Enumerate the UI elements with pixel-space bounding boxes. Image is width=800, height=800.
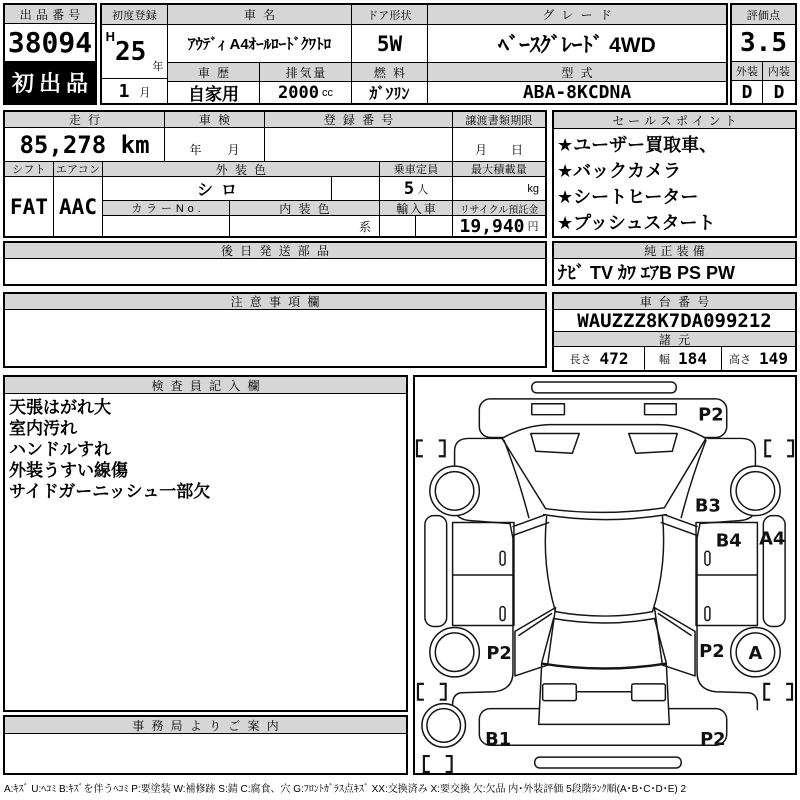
front-bumper-detail-right	[645, 404, 677, 415]
model-code-header: 型式	[428, 63, 726, 82]
recycle-deposit-value	[453, 216, 545, 236]
recycle-deposit-header: リサイクル預託金	[453, 201, 545, 216]
capacity-number: 5	[403, 178, 415, 199]
front-wheel	[430, 466, 479, 515]
quarter-panel-line	[519, 614, 552, 636]
details-box	[3, 110, 547, 238]
damage-code-label: A4	[759, 528, 786, 550]
first-registration-year	[102, 25, 168, 79]
door-shape-header: ドア形状	[352, 5, 428, 25]
vehicle-summary-box	[100, 3, 728, 105]
lot-number-value: 38094	[5, 24, 95, 62]
car-top-view-diagram	[415, 377, 795, 773]
door-shape-value: 5W	[352, 25, 428, 63]
reg-month: 1	[118, 80, 130, 102]
height-value: 149	[759, 349, 788, 368]
interior-color-value: 系	[230, 216, 380, 236]
deadline-day-label: 日	[511, 143, 524, 157]
fuel-header: 燃料	[352, 63, 428, 82]
later-parts-box	[3, 241, 547, 286]
cowl-line	[544, 515, 667, 520]
lot-number-box	[3, 3, 97, 105]
later-parts-header: 後日発送部品	[5, 243, 545, 259]
aircon-header: エアコン	[54, 162, 103, 177]
grade-value: ﾍﾞｰｽｸﾞﾚｰﾄﾞ 4WD	[428, 25, 726, 63]
door-handle-rear	[500, 607, 505, 621]
history-value: 自家用	[168, 82, 260, 103]
capacity-value	[380, 177, 453, 201]
displacement-unit: cc	[321, 86, 333, 99]
color-no-value	[103, 216, 230, 236]
dimensions-header: 諸元	[554, 332, 795, 347]
length-cell	[554, 347, 645, 370]
inspector-notes-box	[3, 375, 408, 712]
inspection-value	[165, 128, 265, 162]
fuel-value: ｶﾞｿﾘﾝ	[352, 82, 428, 103]
damage-code-legend: A:ｷｽﾞ U:ﾍｺﾐ B:ｷｽﾞを伴うﾍｺﾐ P:要塗装 W:補修跡 S:錆 C:腐食、穴 G:ﾌﾛﾝﾄｶﾞﾗｽ点ｷｽﾞ XX:交換済み X:要交換 欠:欠品 内･外装評価 5段階ﾗﾝｸ順(A･B･C･D･E) 2	[4, 784, 687, 795]
notes-value	[5, 310, 545, 366]
sales-point-item: ★シートヒーター	[557, 187, 699, 207]
sales-points-header: セールスポイント	[554, 112, 795, 129]
sales-point-item: ★バックカメラ	[557, 161, 682, 181]
max-load-value: kg	[453, 177, 545, 201]
inspector-note-line: サイドガーニッシュ一部欠	[9, 482, 211, 501]
oem-equipment-box	[552, 241, 797, 286]
deadline-month-label: 月	[474, 143, 487, 157]
inspection-year-label: 年	[189, 143, 202, 157]
sales-point-item: ★ユーザー買取車、	[557, 135, 718, 155]
shift-header: シフト	[5, 162, 54, 177]
first-listing-badge: 初出品	[5, 62, 95, 103]
first-registration-header: 初度登録	[102, 5, 168, 25]
oem-equipment-header: 純正装備	[554, 243, 795, 259]
notes-header: 注意事項欄	[5, 294, 545, 310]
damage-code-label: P2	[486, 643, 512, 665]
model-code-value: ABA-8KCDNA	[522, 82, 632, 103]
exterior-color-value: シロ	[103, 177, 332, 201]
length-label: 長さ	[569, 353, 592, 366]
spare-brackets	[424, 756, 452, 772]
a-pillar-fold	[513, 515, 549, 536]
damage-code-label: B4	[715, 530, 742, 552]
lot-number-header: 出品番号	[5, 5, 95, 24]
interior-color-header: 内装色	[230, 201, 380, 216]
recycle-deposit-unit: 円	[527, 221, 539, 233]
inspector-note-line: 室内汚れ	[9, 419, 77, 438]
damage-code-label: B3	[694, 495, 721, 517]
trunk-panel	[539, 664, 670, 724]
damage-code-label: P2	[700, 729, 726, 751]
front-bumper-detail-left	[532, 404, 565, 415]
door-handle-front	[500, 551, 505, 565]
inspector-notes-header: 検査員記入欄	[5, 377, 406, 394]
rear-corner-brackets	[418, 684, 446, 700]
inspector-note-line: 外装うすい線傷	[9, 461, 128, 480]
car-name-value: ｱｳﾃﾞｨ A4ｵｰﾙﾛｰﾄﾞｸﾜﾄﾛ	[168, 25, 352, 63]
recycle-deposit-number: 19,940	[459, 216, 525, 236]
height-cell	[722, 347, 795, 370]
transfer-deadline-header: 譲渡書類期限	[453, 112, 545, 128]
later-parts-value	[5, 259, 545, 284]
office-info-header: 事務局よりご案内	[5, 717, 406, 734]
damage-code-label: P2	[698, 404, 724, 426]
chassis-header: 車台番号	[554, 294, 795, 310]
inspector-notes-list	[9, 397, 210, 502]
damage-code-label: A	[748, 643, 763, 665]
inspection-header: 車検	[165, 112, 265, 128]
mileage-header: 走行	[5, 112, 165, 128]
exterior-color-header: 外装色	[103, 162, 380, 177]
sales-points-box	[552, 110, 797, 238]
car-name-header: 車名	[168, 5, 352, 25]
sales-point-item: ★プッシュスタート	[557, 213, 716, 233]
displacement-value	[260, 82, 352, 103]
length-value: 472	[599, 349, 629, 368]
notes-box	[3, 292, 547, 368]
mileage-value: 85,278 km	[5, 128, 165, 162]
office-info-value	[5, 734, 406, 773]
transfer-deadline-value	[453, 128, 545, 162]
chassis-value: WAUZZZ8K7DA099212	[554, 310, 795, 332]
color-no-header: カラーNo.	[103, 201, 230, 216]
rear-wheel	[430, 627, 479, 676]
damage-diagram-box	[413, 375, 797, 775]
capacity-header: 乗車定員	[380, 162, 453, 177]
score-box	[730, 3, 797, 105]
rear-molding	[535, 757, 681, 768]
first-registration-month	[102, 79, 168, 103]
month-suffix: 月	[139, 87, 151, 99]
aircon-value: AAC	[54, 177, 103, 236]
front-corner-brackets	[417, 440, 445, 456]
oem-equipment-value: ﾅﾋﾞ TV ｶﾜ ｴｱB PS PW	[558, 262, 736, 283]
year-suffix: 年	[152, 61, 164, 73]
import-car-header: 輸入車	[380, 201, 453, 216]
rear-window-top-inner	[554, 619, 655, 623]
spare-tire	[422, 704, 466, 748]
capacity-unit: 人	[417, 183, 429, 196]
width-label: 幅	[659, 353, 671, 366]
rear-window-top	[556, 612, 653, 616]
displacement-header: 排気量	[260, 63, 352, 82]
exterior-grade-header: 外装	[732, 62, 763, 81]
import-car-cell-1	[380, 216, 416, 236]
interior-grade-header: 内装	[763, 62, 795, 81]
displacement-number: 2000	[278, 82, 319, 103]
width-value: 184	[678, 349, 707, 368]
history-header: 車歴	[168, 63, 260, 82]
exterior-color-sub-cell	[332, 177, 380, 201]
width-cell	[645, 347, 722, 370]
registration-no-value	[265, 128, 453, 162]
inspector-note-line: ハンドルすれ	[9, 440, 111, 459]
registration-no-header: 登録番号	[265, 112, 453, 128]
inspection-month-label: 月	[227, 143, 240, 157]
inspector-note-line: 天張はがれ大	[9, 398, 111, 417]
front-molding	[532, 382, 676, 393]
score-value: 3.5	[732, 25, 795, 62]
chassis-box	[552, 292, 797, 372]
office-info-box	[3, 715, 408, 775]
import-car-cell-2	[416, 216, 453, 236]
reg-year: 25	[115, 36, 147, 67]
height-label: 高さ	[729, 353, 752, 366]
max-load-header: 最大積載量	[453, 162, 545, 177]
damage-code-label: B1	[485, 729, 512, 751]
rear-window-sides	[542, 619, 667, 664]
roof-edge-right	[653, 516, 664, 612]
exterior-grade-value: D	[732, 81, 763, 103]
grade-header: グレード	[428, 5, 726, 25]
era-letter: H	[105, 29, 116, 44]
shift-value: FAT	[5, 177, 54, 236]
roof-edge-left	[545, 517, 555, 612]
sales-points-list	[557, 132, 717, 236]
damage-code-label: P2	[699, 641, 725, 663]
interior-grade-value: D	[773, 81, 785, 103]
rocker-panel	[425, 516, 447, 627]
score-header: 評価点	[732, 5, 795, 25]
